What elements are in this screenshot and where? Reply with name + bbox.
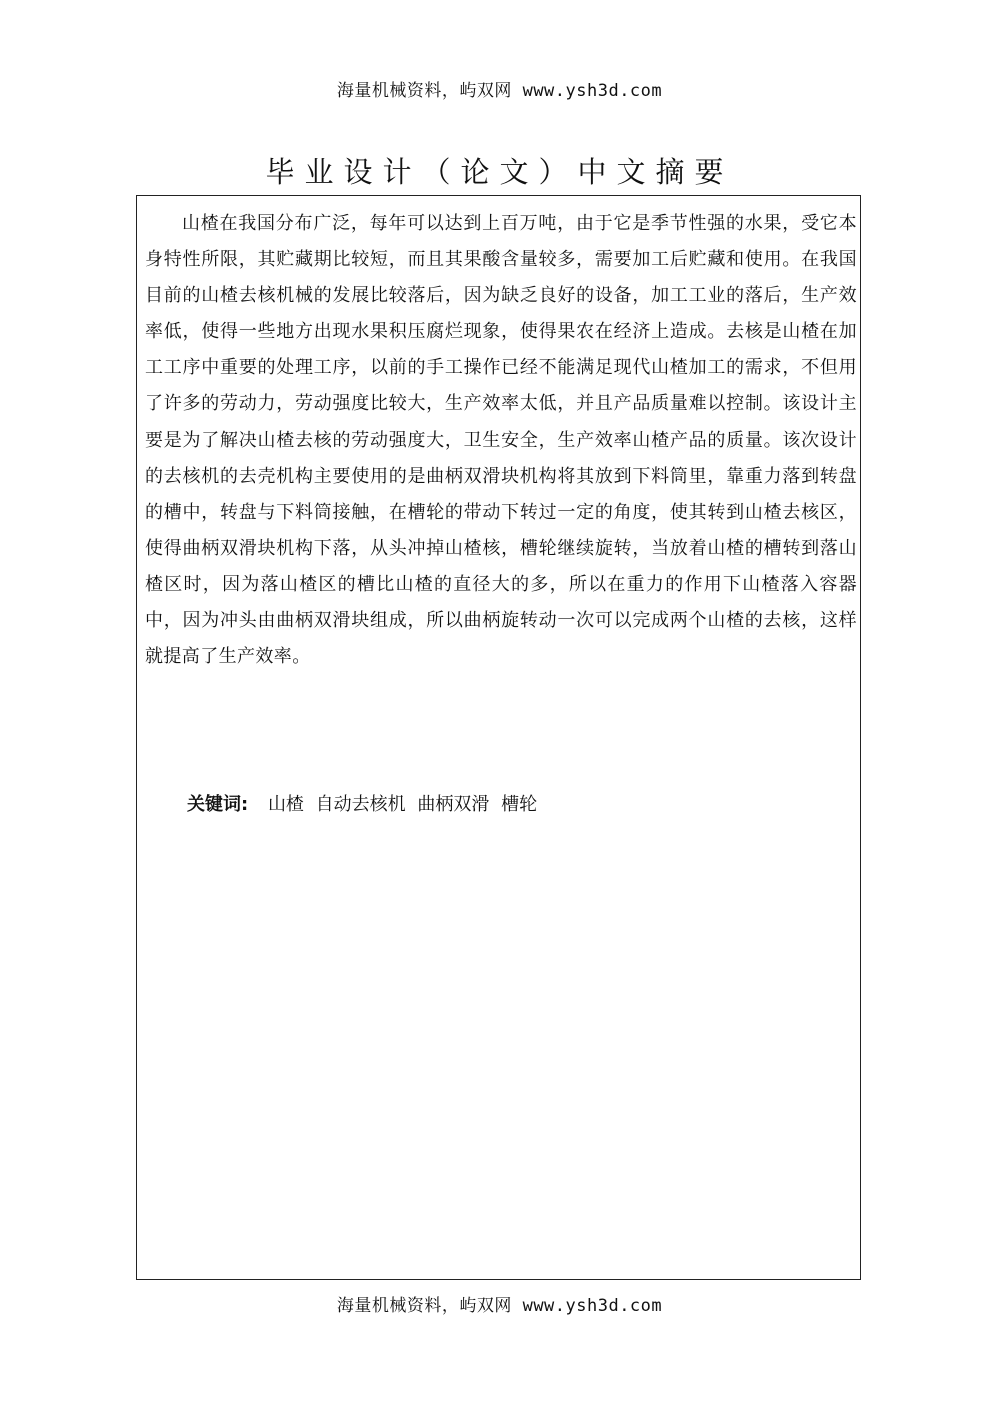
keyword-item: 曲柄双滑 xyxy=(417,794,490,815)
watermark-bottom: 海量机械资料，屿双网 www.ysh3d.com xyxy=(336,1296,663,1316)
keywords-label: 关键词: xyxy=(187,794,249,815)
keywords-line xyxy=(187,790,543,816)
keyword-item: 山楂 xyxy=(267,794,304,815)
watermark-top: 海量机械资料，屿双网 www.ysh3d.com xyxy=(336,81,663,101)
keyword-item: 自动去核机 xyxy=(315,794,406,815)
page-title: 毕业设计（论文）中文摘要 xyxy=(265,155,734,189)
abstract-body: 山楂在我国分布广泛，每年可以达到上百万吨，由于它是季节性强的水果，受它本身特性所限，其贮藏期比较短，而且其果酸含量较多，需要加工后贮藏和使用。在我国目前的山楂去核机械的发展比较落后，因为缺乏良好的设备，加工工业的落后，生产效率低，使得一些地方出现水果积压腐烂现象，使得果农在经济上造成。去核是山楂在加工工序中重要的处理工序，以前的手工操作已经不能满足现代山楂加工的需求，不但用了许多的劳动力，劳动强度比较大，生产效率太低，并且产品质量难以控制。该设计主要是为了解决山楂去核的劳动强度大，卫生安全，生产效率山楂产品的质量。该次设计的去核机的去壳机构主要使用的是曲柄双滑块机构将其放到下料筒里，靠重力落到转盘的槽中，转盘与下料筒接触，在槽轮的带动下转过一定的角度，使其转到山楂去核区，使得曲柄双滑块机构下落，从头冲掉山楂核，槽轮继续旋转，当放着山楂的槽转到落山楂区时，因为落山楂区的槽比山楂的直径大的多，所以在重力的作用下山楂落入容器中，因为冲头由曲柄双滑块组成，所以曲柄旋转动一次可以完成两个山楂的去核，这样就提高了生产效率。 xyxy=(145,213,857,668)
keyword-item: 槽轮 xyxy=(501,794,538,815)
